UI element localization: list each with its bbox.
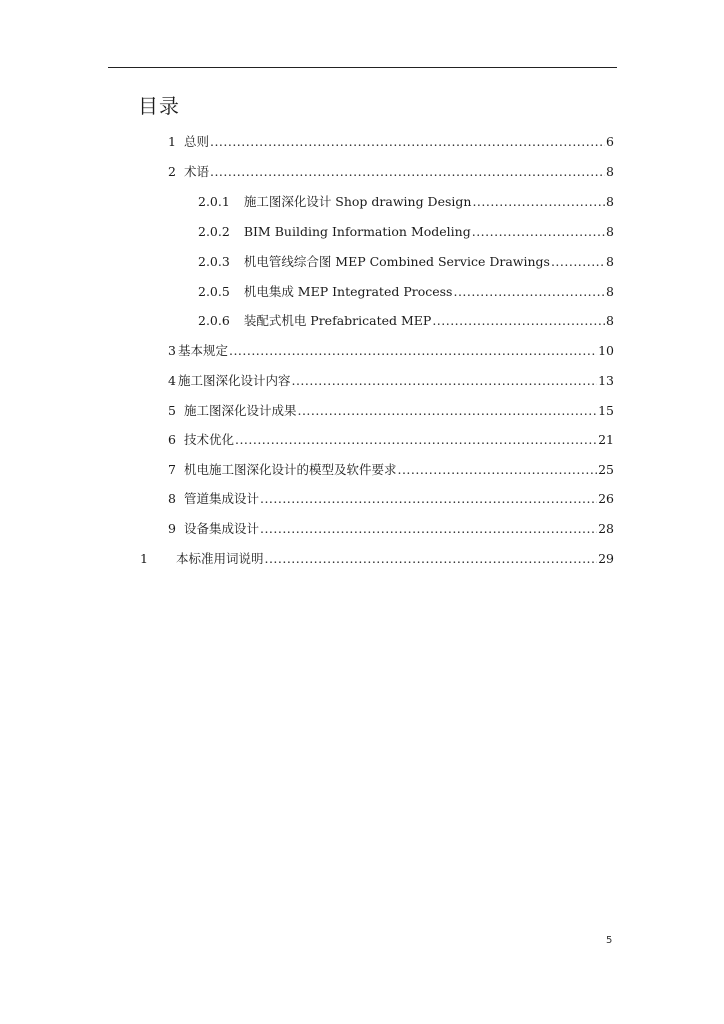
- toc-entry-number: 1: [140, 551, 148, 566]
- toc-leader-dots: [210, 133, 605, 151]
- toc-entry-7[interactable]: [168, 461, 614, 479]
- toc-entry-title: 装配式机电 Prefabricated MEP: [243, 313, 432, 328]
- toc-leader-dots: [264, 550, 597, 568]
- toc-entry-2[interactable]: [168, 163, 614, 181]
- toc-entry-title: 术语: [183, 164, 209, 179]
- toc-entry-page: 28: [598, 521, 614, 536]
- toc-entry-number: 2.0.1: [198, 194, 230, 209]
- toc-entry-number: 5: [168, 403, 176, 418]
- toc-leader-dots: [472, 193, 605, 211]
- toc-leader-dots: [235, 431, 597, 449]
- toc-entry-title: 总则: [183, 134, 209, 149]
- toc-entry-number: 2.0.3: [198, 254, 230, 269]
- toc-entry-9[interactable]: [168, 520, 614, 538]
- toc-entry-1[interactable]: [168, 133, 614, 151]
- toc-entry-title: 机电集成 MEP Integrated Process: [243, 284, 453, 299]
- toc-entry-3[interactable]: [168, 342, 614, 360]
- toc-entry-title: BIM Building Information Modeling: [243, 224, 471, 239]
- toc-entry-number: 9: [168, 521, 176, 536]
- toc-entry-8[interactable]: [168, 490, 614, 508]
- toc-leader-dots: [551, 253, 605, 271]
- toc-entry-title: 施工图深化设计内容: [177, 373, 291, 388]
- header-rule: [108, 67, 617, 68]
- toc-entry-title: 设备集成设计: [183, 521, 259, 536]
- toc-entry-number: 4: [168, 373, 176, 388]
- toc-entry-title: 技术优化: [183, 432, 234, 447]
- toc-entry-2-0-6[interactable]: [198, 312, 614, 330]
- toc-entry-number: 7: [168, 462, 176, 477]
- toc-leader-dots: [260, 520, 597, 538]
- toc-leader-dots: [397, 461, 597, 479]
- toc-leader-dots: [291, 372, 597, 390]
- toc-entry-6[interactable]: [168, 431, 614, 449]
- toc-entry-5[interactable]: [168, 402, 614, 420]
- toc-entry-title: 机电施工图深化设计的模型及软件要求: [183, 462, 397, 477]
- toc-entry-2-0-3[interactable]: [198, 253, 614, 271]
- toc-entry-page: 6: [606, 134, 614, 149]
- toc-entry-title: 施工图深化设计 Shop drawing Design: [243, 194, 472, 209]
- toc-leader-dots: [260, 490, 597, 508]
- page-number: 5: [606, 935, 613, 946]
- toc-entry-title: 管道集成设计: [183, 491, 259, 506]
- toc-entry-page: 8: [606, 284, 614, 299]
- toc-entry-2-0-5[interactable]: [198, 283, 614, 301]
- toc-entry-number: 2: [168, 164, 176, 179]
- toc-entry-appendix-1[interactable]: [140, 550, 614, 568]
- toc-leader-dots: [229, 342, 597, 360]
- toc-entry-page: 26: [598, 491, 614, 506]
- toc-entry-page: 8: [606, 254, 614, 269]
- toc-leader-dots: [432, 312, 605, 330]
- toc-entry-number: 2.0.5: [198, 284, 230, 299]
- toc-entry-page: 8: [606, 224, 614, 239]
- toc-entry-number: 2.0.2: [198, 224, 230, 239]
- toc-entry-title: 施工图深化设计成果: [183, 403, 297, 418]
- toc-entry-page: 25: [598, 462, 614, 477]
- toc-entry-2-0-2[interactable]: [198, 223, 614, 241]
- toc-entry-2-0-1[interactable]: [198, 193, 614, 211]
- toc-title: 目录: [138, 94, 180, 118]
- toc-entry-title: 机电管线综合图 MEP Combined Service Drawings: [243, 254, 550, 269]
- toc-entry-page: 8: [606, 194, 614, 209]
- toc-leader-dots: [472, 223, 605, 241]
- toc-entry-page: 13: [598, 373, 614, 388]
- toc-entry-page: 8: [606, 313, 614, 328]
- toc-entry-title: 基本规定: [177, 343, 228, 358]
- toc-leader-dots: [210, 163, 605, 181]
- toc-entry-page: 10: [598, 343, 614, 358]
- toc-entry-number: 3: [168, 343, 176, 358]
- toc-entry-number: 1: [168, 134, 176, 149]
- toc-entry-title: 本标准用词说明: [175, 551, 264, 566]
- toc-leader-dots: [297, 402, 597, 420]
- toc-entry-number: 8: [168, 491, 176, 506]
- toc-entry-page: 21: [598, 432, 614, 447]
- toc-leader-dots: [453, 283, 605, 301]
- toc-entry-number: 2.0.6: [198, 313, 230, 328]
- toc-entry-page: 8: [606, 164, 614, 179]
- toc-entry-4[interactable]: [168, 372, 614, 390]
- toc-entry-number: 6: [168, 432, 176, 447]
- toc-entry-page: 15: [598, 403, 614, 418]
- toc-entry-page: 29: [598, 551, 614, 566]
